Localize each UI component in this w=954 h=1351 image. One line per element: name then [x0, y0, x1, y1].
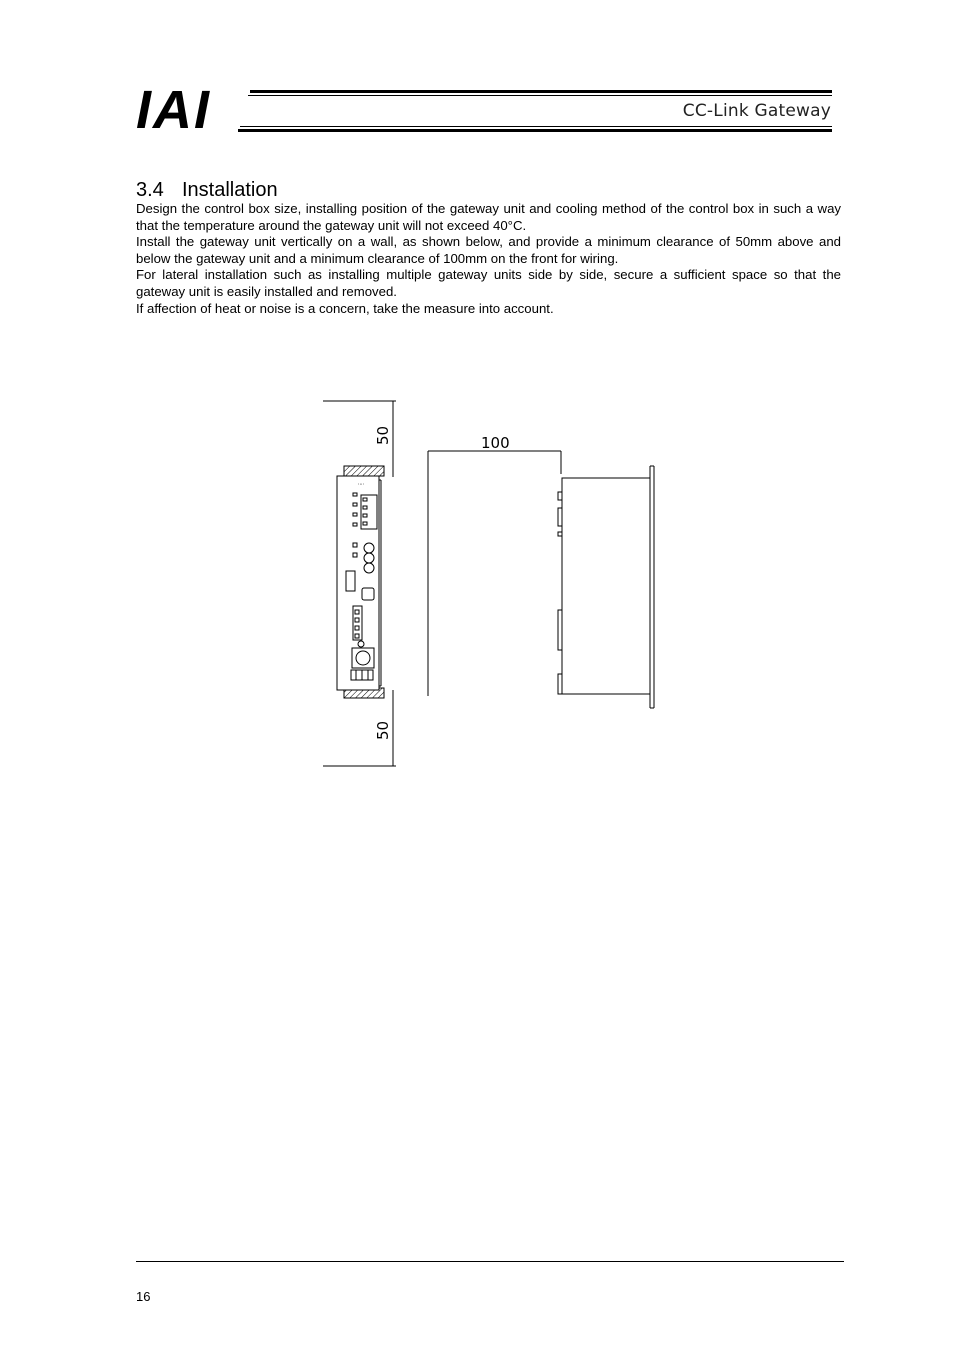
front-clearance-dimension [428, 451, 561, 696]
bottom-clearance-label: 50 [374, 720, 392, 740]
svg-text:I A I: I A I [358, 482, 364, 486]
page-number: 16 [136, 1289, 151, 1304]
front-view-small-labels [358, 482, 364, 486]
brand-logo: IAI [136, 80, 212, 140]
gateway-side-view [558, 466, 654, 708]
gateway-front-view [337, 466, 384, 698]
header-rule-top-thick [250, 90, 832, 93]
header-rule-bottom-thick [238, 129, 832, 132]
body-text [136, 201, 841, 317]
paragraph: Install the gateway unit vertically on a wall, as shown below, and provide a minimum clearance of 50mm above and below the gateway unit and a minimum clearance of 100mm on the front for wiring. [136, 234, 841, 266]
installation-diagram [316, 392, 666, 782]
paragraph: Design the control box size, installing position of the gateway unit and cooling method of the control box in such a way that the temperature around the gateway unit will not exceed 40°C. [136, 201, 841, 233]
section-heading [136, 179, 278, 202]
header-title: CC-Link Gateway [682, 101, 831, 121]
header-rule-top-thin [248, 95, 832, 96]
header-rule-bottom-thin [240, 126, 832, 127]
installation-figure [316, 392, 666, 782]
section-title: Installation [182, 178, 278, 201]
paragraph: For lateral installation such as installing multiple gateway units side by side, secure a sufficient space so that the gateway unit is easily installed and removed. [136, 267, 841, 299]
top-clearance-label: 50 [374, 425, 392, 445]
front-clearance-label: 100 [481, 434, 510, 452]
footer-rule [136, 1261, 844, 1262]
paragraph: If affection of heat or noise is a concern, take the measure into account. [136, 300, 554, 316]
section-number: 3.4 [136, 178, 164, 201]
